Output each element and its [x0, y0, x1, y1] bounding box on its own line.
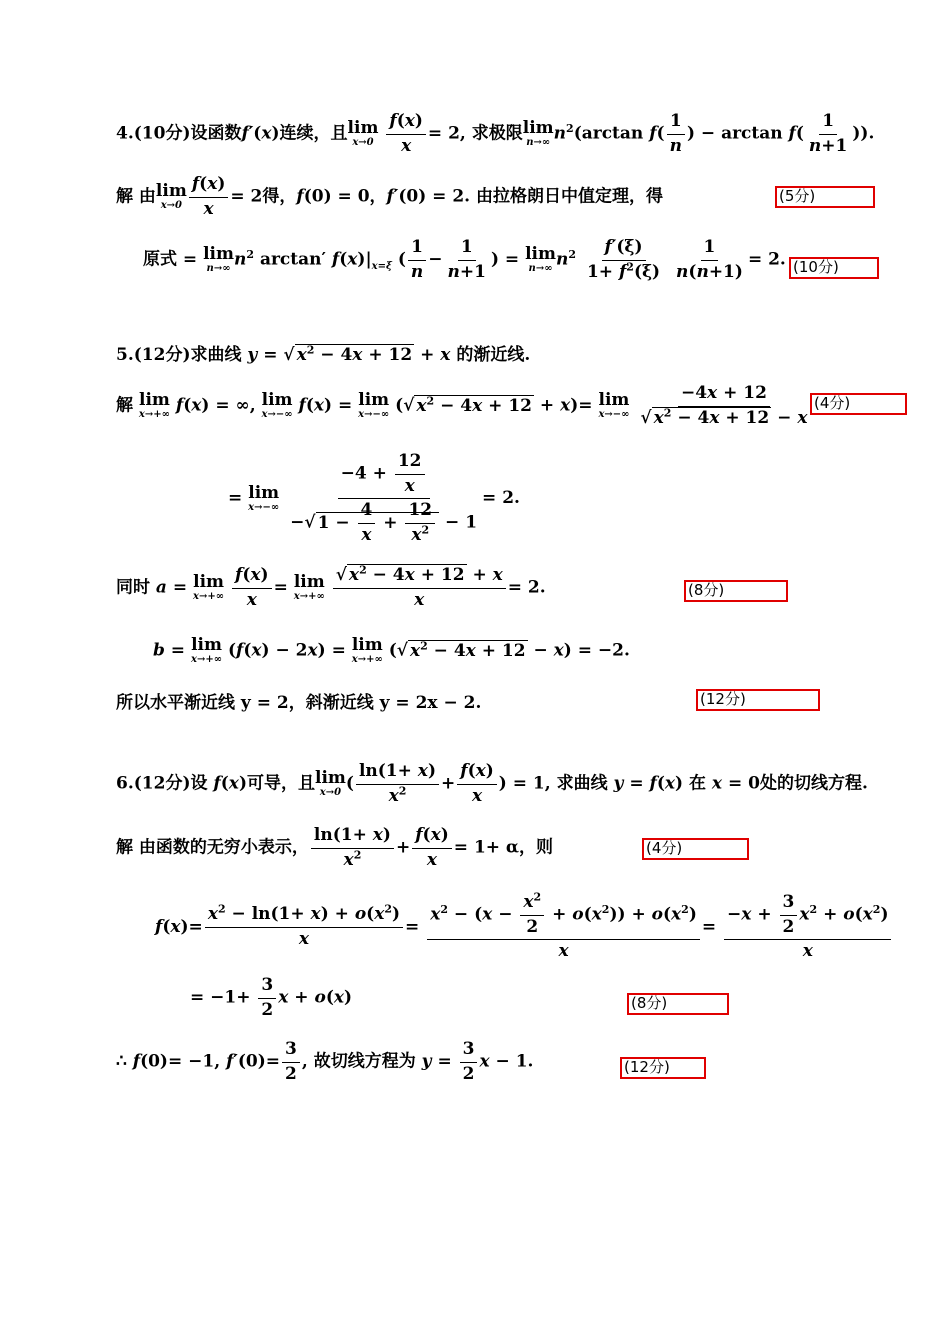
p6-score-2: (8分) [627, 993, 729, 1015]
p5-score-1: (4分) [810, 393, 907, 415]
p5-question: 5.(12分)求曲线 y = √ $x^2 - 4x + 12 + x$ 的渐近线. [116, 343, 531, 365]
p6-score-3: (12分) [620, 1057, 706, 1079]
p6-solution-2: f(x)= $\frac{x^2 - \ln(1+ x) + o(x^2)}{x}$ = $x^2 - (x$ − $\frac{x^2}{2}$ + $o(x^2)) + o(x^2)$ x = −x + $\frac{3}{2}$ $x^2 + o(x^2)$ x [155, 893, 893, 962]
p4-question: 4.(10分)设函数f′(x)连续，且lim x→0 $\frac{f(x)}{x}$ = 2, 求极限lim n→∞ $n^2(\arctan$ f( $\frac{1}{n}$ ) − arctan f( $\frac{1}{n+1}$ )). [116, 111, 875, 156]
p5-solution-5: 所以水平渐近线 y = 2，斜渐近线 y = 2x − 2. [116, 693, 482, 713]
p6-solution-4: ∴ f(0)= −1, f′(0)= $\frac{3}{2}$ , 故切线方程为 y = $\frac{3}{2}$ x − 1. [116, 1039, 534, 1084]
p6-score-1: (4分) [642, 838, 749, 860]
p4-solution-2: 原式 = lim n→∞ $n^2$ arctan′ $f(x)|_{x=\xi}$ ( $\frac{1}{n}$ − $\frac{1}{n+1}$ ) = lim n→∞ $n^2$ $\frac{f'(\xi)}{1+ f^2(\xi)}$ $\frac{1}{n(n+1)}$ = 2. [143, 237, 786, 282]
p5-solution-2: = lim x→−∞ −4 + $\frac{12}{x}$ −√ 1 − $\frac{4}{x}$ + $\frac{12}{x^2}$ − 1 = 2. [228, 451, 520, 545]
p4-score-2: (10分) [789, 257, 879, 279]
p4-solution-1: 解 由lim x→0 $\frac{f(x)}{x}$ = 2得，f(0) = 0，f′(0) = 2. 由拉格朗日中值定理，得 [116, 174, 664, 219]
p6-solution-1: 解 由函数的无穷小表示， $\frac{\ln(1+ x)}{x^2}$ + $\frac{f(x)}{x}$ = 1+ α，则 [116, 825, 554, 870]
p4-score-1: (5分) [775, 186, 875, 208]
p5-solution-4: b = lim x→+∞ (f(x) − 2x) = lim x→+∞ (√ $x^2 - 4x + 12 - x) = -2$. [153, 635, 630, 665]
p6-question: 6.(12分)设 f(x)可导，且lim x→0 ( $\frac{\ln(1+ x)}{x^2}$ + $\frac{f(x)}{x}$ ) = 1, 求曲线 y = f(x) 在 x = 0处的切线方程. [116, 761, 868, 806]
p5-score-2: (8分) [684, 580, 788, 602]
p6-solution-3: = −1+ $\frac{3}{2}$ x + o(x) [190, 975, 353, 1020]
p5-solution-3: 同时 a = lim x→+∞ $\frac{f(x)}{x}$ = lim x→+∞ $\frac{√ x^2 - 4x + 12 + x}{x}$ = 2. [116, 563, 546, 610]
p5-score-3: (12分) [696, 689, 820, 711]
p5-solution-1: 解 lim x→+∞ f(x) = ∞, lim x→−∞ f(x) = lim x→−∞ (√ $x^2 - 4x + 12 + x)= \lim$ x→−∞ $\frac{-4x + 12}{√ x^2 - 4x + 12 - x}$ [116, 383, 808, 428]
